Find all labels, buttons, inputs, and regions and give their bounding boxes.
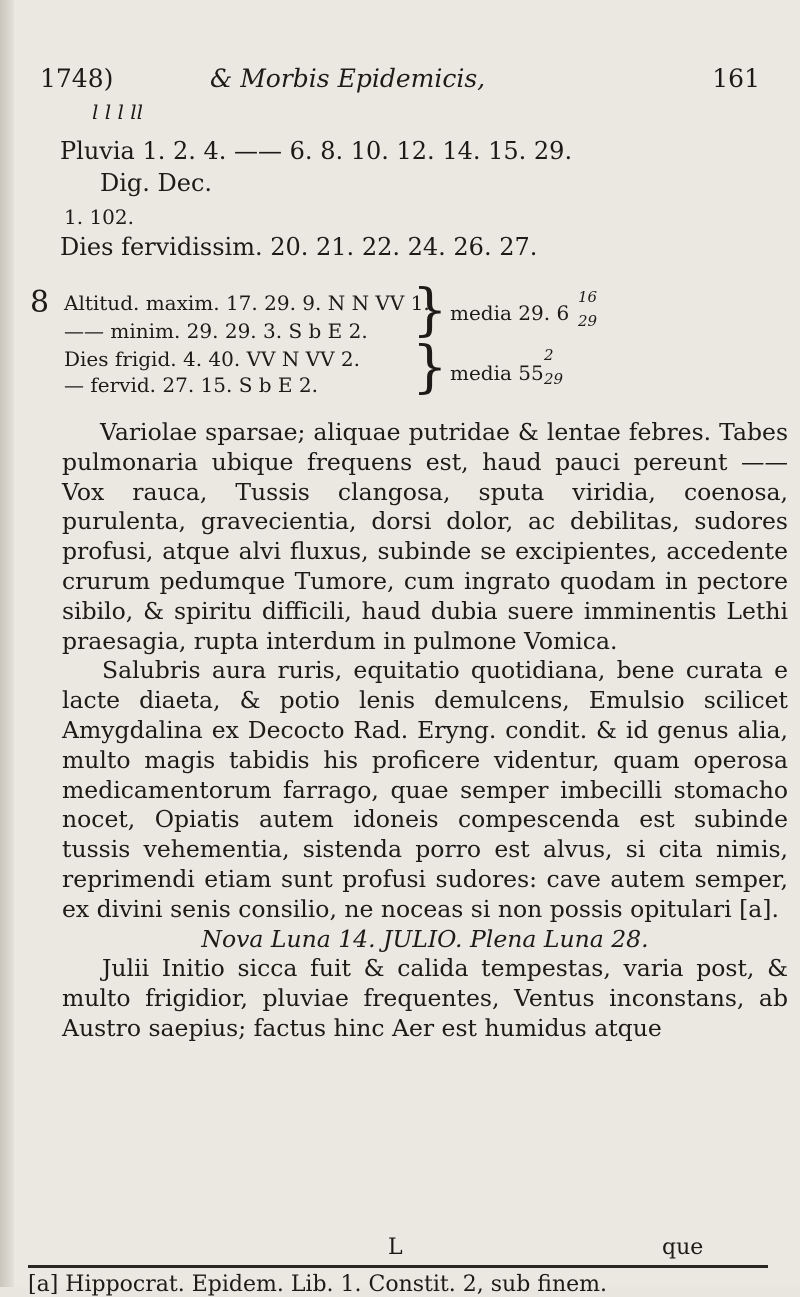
dies-fervid-line: Dies fervidissim. 20. 21. 22. 24. 26. 27. (60, 233, 538, 261)
altitud-max-line: Altitud. maxim. 17. 29. 9. N N VV 1. (64, 291, 430, 315)
media-1-fraction-numerator: 16 (578, 288, 598, 306)
paragraph-salubris: Salubris aura ruris, equitatio quotidiana, bene curata e lacte diaeta, & potio lenis demulcens, Emulsio scilicet Amygdalina ex Decocto Rad. Eryng. condit. & id genus alia, multo magis tabidis his proficere videntur, quam operosa medicamentorum farrago, quae semper imbecilli stomacho nocet, Opiatis autem idoneis compescenda est subinde tussis vehementia, sistenda porro est alvus, si cita nimis, reprimendi etiam sunt profusi sudores: cave autem semper, ex divini senis consilio, ne noceas si non possis opitulari [a]. (62, 656, 788, 923)
fervid-line: — fervid. 27. 15. S b E 2. (64, 373, 318, 397)
running-head (40, 64, 760, 98)
media-2-fraction-denominator: 29 (544, 370, 564, 388)
dies-frigid-line: Dies frigid. 4. 40. VV N VV 2. (64, 347, 360, 371)
paragraph-julii: Julii Initio sicca fuit & calida tempestas, varia post, & multo frigidior, pluviae frequentes, Ventus inconstans, ab Austro saepius; factus hinc Aer est humidus atque (62, 954, 788, 1042)
catchword: que (662, 1235, 704, 1260)
moon-phases-line: Nova Luna 14. JULIO. Plena Luna 28. (201, 924, 649, 953)
footnote-rule (28, 1265, 768, 1268)
media-2: media 55 (450, 361, 544, 385)
running-head-title: & Morbis Epidemicis, (210, 64, 486, 93)
footnote: [a] Hippocrat. Epidem. Lib. 1. Constit. 2, sub finem. (28, 1272, 607, 1297)
signature-mark: L (388, 1235, 403, 1260)
table-markers: l l l ll (92, 100, 144, 124)
brace-2: } (412, 335, 448, 400)
dig-dec-line: Dig. Dec. (100, 169, 213, 197)
brace-1: } (412, 278, 448, 343)
media-1: media 29. 6 (450, 301, 570, 325)
media-1-fraction-denominator: 29 (578, 312, 598, 330)
media-2-fraction-numerator: 2 (544, 346, 554, 364)
page-number: 161 (712, 64, 760, 93)
large-numeral: 8 (30, 285, 50, 320)
page-gutter-shadow (0, 0, 14, 1287)
paragraph-variolae: Variolae sparsae; aliquae putridae & lentae febres. Tabes pulmonaria ubique frequens est, haud pauci pereunt —— Vox rauca, Tussis clangosa, sputa viridia, coenosa, purulenta, gravecientia, dorsi dolor, ac debilitas, sudores profusi, atque alvi fluxus, subinde se excipientes, accedente crurum pedumque Tumore, cum ingrato quodam in pectore sibilo, & spiritu difficili, haud dubia suere imminentis Lethi praesagia, rupta interdum in pulmone Vomica. (62, 418, 788, 655)
altitud-min-line: —— minim. 29. 29. 3. S b E 2. (64, 319, 368, 343)
pluvia-line: Pluvia 1. 2. 4. —— 6. 8. 10. 12. 14. 15. 29. (60, 137, 573, 165)
running-head-year: 1748) (40, 64, 114, 93)
dig-value-line: 1. 102. (64, 205, 134, 229)
body-text (62, 418, 788, 1044)
